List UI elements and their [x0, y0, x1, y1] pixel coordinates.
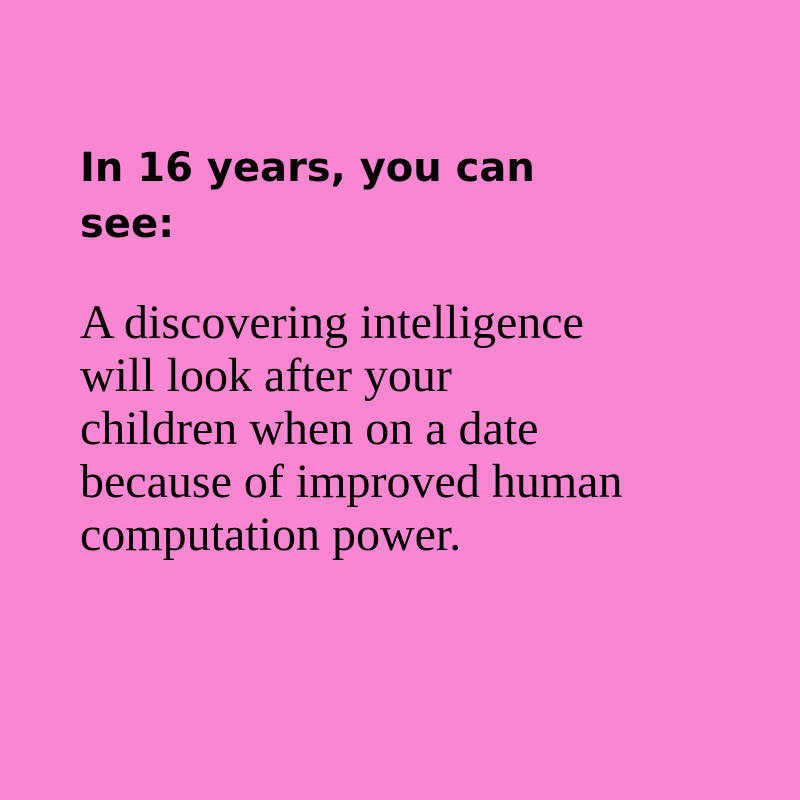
- heading-line: In 16 years, you can: [80, 145, 535, 191]
- heading-line: see:: [80, 201, 175, 247]
- prediction-line: computation power.: [80, 508, 462, 561]
- prediction-line: will look after your: [80, 349, 452, 402]
- prediction-line: because of improved human: [80, 455, 623, 508]
- prediction-line: children when on a date: [80, 402, 539, 455]
- prediction-line: A discovering intelligence: [80, 296, 584, 349]
- prediction-text: [80, 296, 740, 561]
- heading: [80, 140, 720, 252]
